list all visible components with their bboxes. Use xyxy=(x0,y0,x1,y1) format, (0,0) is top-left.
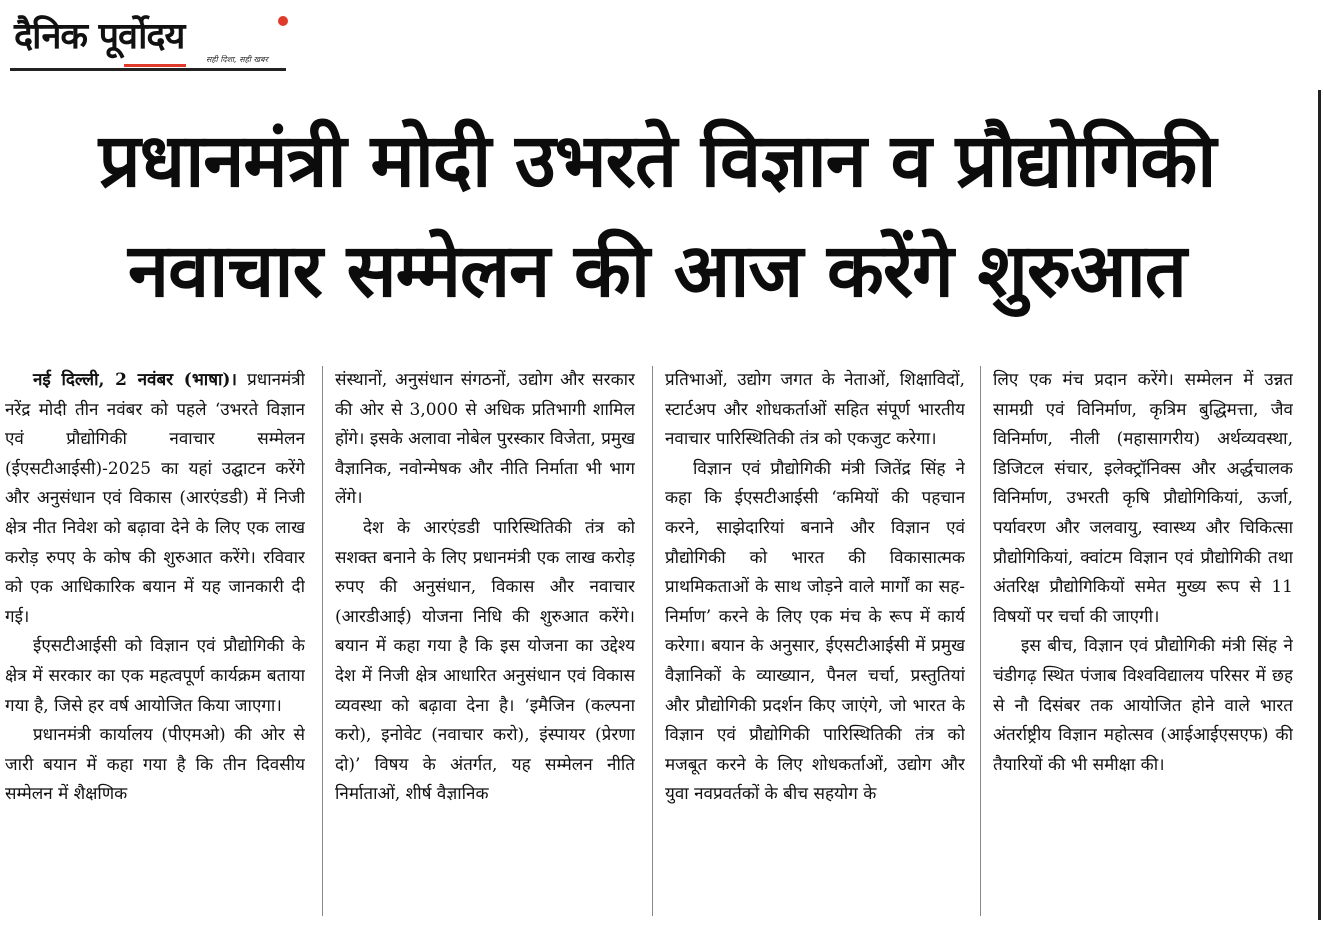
article-column-2 xyxy=(335,366,635,918)
sun-icon xyxy=(278,16,288,26)
newspaper-name: दैनिक पूर्वोदय xyxy=(14,16,185,57)
article-paragraph xyxy=(5,366,305,632)
article-column-3 xyxy=(665,366,965,918)
headline xyxy=(22,106,1292,326)
page-edge-rule xyxy=(1318,90,1321,920)
article-paragraph: इस बीच, विज्ञान एवं प्रौद्योगिकी मंत्री सिंह ने चंडीगढ़ स्थित पंजाब विश्वविद्यालय परिसर में छह से नौ दिसंबर तक आयोजित होने वाले भारत अंतर्राष्ट्रीय विज्ञान महोत्सव (आईआईएसएफ) की तैयारियों की भी समीक्षा की। xyxy=(993,636,1293,775)
masthead-rule xyxy=(10,68,286,71)
column-1-text-a: प्रधानमंत्री नरेंद्र मोदी तीन नवंबर को पहले ‘उभरते विज्ञान एवं प्रौद्योगिकी नवाचार सम्मेलन (ईएसटीआईसी)-2025 का यहां उद्घाटन करेंगे और अनुसंधान एवं विकास (आरएंडडी) में निजी क्षेत्र नीत निवेश को बढ़ावा देने के लिए एक लाख करोड़ रुपए के कोष की शुरुआत करेंगे। रविवार को एक आधिकारिक बयान में यह जानकारी दी गई। xyxy=(5,370,305,627)
article-paragraph: प्रधानमंत्री कार्यालय (पीएमओ) की ओर से जारी बयान में कहा गया है कि तीन दिवसीय सम्मेलन में शैक्षणिक xyxy=(5,725,305,805)
headline-line-1: प्रधानमंत्री मोदी उभरते विज्ञान व प्रौद्योगिकी xyxy=(98,118,1216,204)
article-paragraph: देश के आरएंडडी पारिस्थितिकी तंत्र को सशक्त बनाने के लिए प्रधानमंत्री एक लाख करोड़ रुपए की अनुसंधान, विकास और नवाचार (आरडीआई) योजना निधि की शुरुआत करेंगे। बयान में कहा गया है कि इस योजना का उद्देश्य देश में निजी क्षेत्र आधारित अनुसंधान एवं विकास व्यवस्था को बढ़ावा देना है। ‘इमैजिन (कल्पना करो), इनोवेट (नवाचार करो), इंस्पायर (प्रेरणा दो)’ विषय के अंतर्गत, यह सम्मेलन नीति निर्माताओं, शीर्ष वैज्ञानिक xyxy=(335,517,635,805)
article-paragraph: संस्थानों, अनुसंधान संगठनों, उद्योग और सरकार की ओर से 3,000 से अधिक प्रतिभागी शामिल होंगे। इसके अलावा नोबेल पुरस्कार विजेता, प्रमुख वैज्ञानिक, नवोन्मेषक और नीति निर्माता भी भाग लेंगे। xyxy=(335,370,635,509)
dateline: नई दिल्ली, 2 नवंबर (भाषा)। xyxy=(33,370,237,390)
column-divider xyxy=(322,366,323,916)
article-paragraph: ईएसटीआईसी को विज्ञान एवं प्रौद्योगिकी के क्षेत्र में सरकार का एक महत्वपूर्ण कार्यक्रम बताया गया है, जिसे हर वर्ष आयोजित किया जाएगा। xyxy=(5,636,305,716)
newspaper-tagline: सही दिशा, सही खबर xyxy=(206,55,268,64)
article-column-4 xyxy=(993,366,1293,918)
column-divider xyxy=(980,366,981,916)
masthead xyxy=(10,8,286,74)
article-paragraph: लिए एक मंच प्रदान करेंगे। सम्मेलन में उन्नत सामग्री एवं विनिर्माण, कृत्रिम बुद्धिमत्ता, जैव विनिर्माण, नीली (महासागरीय) अर्थव्यवस्था, डिजिटल संचार, इलेक्ट्रॉनिक्स और अर्द्धचालक विनिर्माण, उभरती कृषि प्रौद्योगिकियां, ऊर्जा, पर्यावरण और जलवायु, स्वास्थ्य और चिकित्सा प्रौद्योगिकियां, क्वांटम विज्ञान एवं प्रौद्योगिकी तथा अंतरिक्ष प्रौद्योगिकियों समेत मुख्य रूप से 11 विषयों पर चर्चा की जाएगी। xyxy=(993,370,1293,627)
article-column-1 xyxy=(5,366,305,918)
article-paragraph: विज्ञान एवं प्रौद्योगिकी मंत्री जितेंद्र सिंह ने कहा कि ईएसटीआईसी ‘कमियों की पहचान करने, साझेदारियां बनाने और विज्ञान एवं प्रौद्योगिकी को भारत की विकासात्मक प्राथमिकताओं के साथ जोड़ने वाले मार्गों का सह-निर्माण’ करने के लिए एक मंच के रूप में कार्य करेगा। बयान के अनुसार, ईएसटीआईसी में प्रमुख वैज्ञानिकों के व्याख्यान, पैनल चर्चा, प्रस्तुतियां और प्रौद्योगिकी प्रदर्शन किए जाएंगे, जो भारत के विज्ञान एवं प्रौद्योगिकी पारिस्थितिकी तंत्र को मजबूत करने के लिए शोधकर्ताओं, उद्योग और युवा नवप्रवर्तकों के बीच सहयोग के xyxy=(665,458,965,805)
article-paragraph: प्रतिभाओं, उद्योग जगत के नेताओं, शिक्षाविदों, स्टार्टअप और शोधकर्ताओं सहित संपूर्ण भारतीय नवाचार पारिस्थितिकी तंत्र को एकजुट करेगा। xyxy=(665,370,965,450)
column-divider xyxy=(652,366,653,916)
masthead-accent-bar xyxy=(124,64,186,67)
headline-line-2: नवाचार सम्मेलन की आज करेंगे शुरुआत xyxy=(128,228,1186,314)
